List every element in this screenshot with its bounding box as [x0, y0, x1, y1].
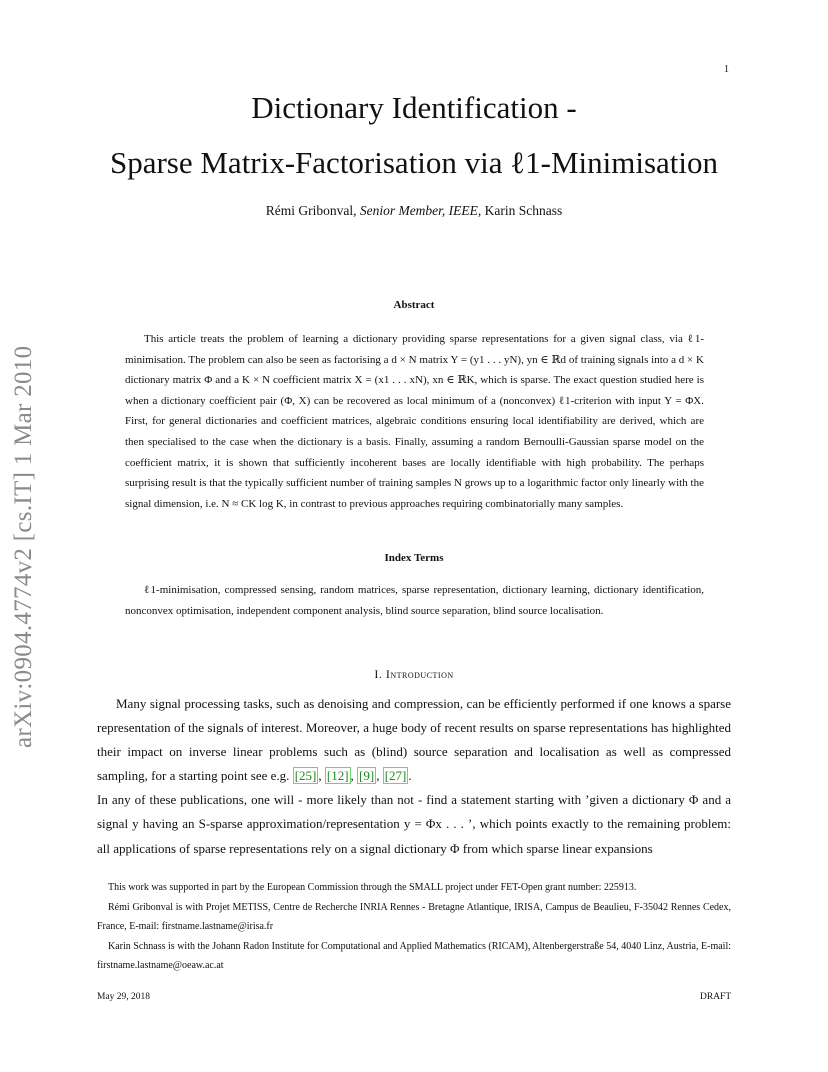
- footer-date: May 29, 2018: [97, 992, 151, 1002]
- intro-paragraph-1-text: Many signal processing tasks, such as denoising and compression, can be efficiently performed if one knows a sparse representation of the signals of interest. Moreover, a huge body of recent results on sparse representations has highlighted their impact on inverse linear problems such as (blind) source separation and localisation as well as compressed sampling, for a starting point see e.g.: [97, 696, 731, 784]
- title-line-1: Dictionary Identification -: [251, 90, 577, 125]
- section-heading-introduction: [0, 667, 828, 682]
- footnotes: [97, 878, 731, 976]
- abstract-text: This article treats the problem of learning a dictionary providing sparse representations for a given signal class, via ℓ1-minimisation. The problem can also be seen as factorising a d × N matrix Y = (y1 . . . yN), yn ∈ ℝd of training signals into a d × K dictionary matrix Φ and a K × N coefficient matrix X = (x1 . . . xN), xn ∈ ℝK, which is sparse. The exact question studied here is when a dictionary coefficient pair (Φ, X) can be recovered as local minimum of a (nonconvex) ℓ1-criterion with input Y = ΦX. First, for general dictionaries and coefficient matrices, algebraic conditions ensuring local identifiability are derived, which are then specialised to the case when the dictionary is a basis. Finally, assuming a random Bernoulli-Gaussian sparse model on the coefficient matrix, it is shown that sufficiently incoherent bases are locally identifiable with high probability. The perhaps surprising result is that the typically sufficient number of training samples N grows up to a logarithmic factor only linearly with the signal dimension, i.e. N ≈ CK log K, in contrast to previous approaches requiring combinatorially many samples.: [125, 333, 704, 510]
- index-terms-text: ℓ1-minimisation, compressed sensing, random matrices, sparse representation, dictionary learning, dictionary identification, nonconvex optimisation, independent component analysis, blind source separation, blind source localisation.: [125, 584, 704, 617]
- title-line-2: Sparse Matrix-Factorisation via ℓ1-Minimisation: [109, 145, 719, 180]
- citation-link[interactable]: [25]: [294, 768, 317, 784]
- author-list: [0, 203, 828, 219]
- footnote-funding: This work was supported in part by the European Commission through the SMALL project under FET-Open grant number: 225913.: [108, 882, 637, 893]
- abstract-heading: Abstract: [393, 299, 435, 311]
- section-title: Introduction: [385, 667, 454, 681]
- footnote-gribonval: Rémi Gribonval is with Projet METISS, Centre de Recherche INRIA Rennes - Bretagne Atlantique, IRISA, Campus de Beaulieu, F-35042 Rennes Cedex, France, E-mail: firstname.lastname@irisa.fr: [97, 901, 731, 933]
- footnote-schnass: Karin Schnass is with the Johann Radon Institute for Computational and Applied Mathematics (RICAM), Altenbergerstraße 54, 4040 Linz, Austria, E-mail: firstname.lastname@oeaw.ac.at: [97, 940, 731, 972]
- author-gribonval: Rémi Gribonval,: [265, 203, 357, 218]
- arxiv-identifier: arXiv:0904.4774v2 [cs.IT] 1 Mar 2010: [10, 345, 37, 748]
- citation-link[interactable]: [9]: [359, 768, 375, 784]
- citation-link[interactable]: [27]: [384, 768, 407, 784]
- introduction-body: [97, 692, 731, 861]
- index-terms-heading: Index Terms: [384, 552, 444, 564]
- intro-paragraph-2: In any of these publications, one will - more likely than not - find a statement starting with ’given a dictionary Φ and a signal y having an S-sparse approximation/representation y = Φx . . . ’, which points exactly to the remaining problem: all applications of sparse representations rely on a signal dictionary Φ from which sparse linear expansions: [97, 792, 731, 856]
- intro-paragraph-1: Many signal processing tasks, such as denoising and compression, can be efficiently performed if one knows a sparse representation of the signals of interest. Moreover, a huge body of recent results on sparse representations has highlighted their impact on inverse linear problems such as (blind) source separation and localisation as well as compressed sampling, for a starting point see e.g. [25] , [12] , [9] , [27] .: [97, 696, 731, 784]
- footer-draft-label: DRAFT: [700, 992, 732, 1002]
- author-role: Senior Member, IEEE,: [359, 203, 482, 218]
- page-number: 1: [724, 64, 729, 75]
- citation-link[interactable]: [12]: [326, 768, 349, 784]
- section-numeral: I.: [374, 667, 383, 681]
- author-schnass: Karin Schnass: [484, 203, 563, 218]
